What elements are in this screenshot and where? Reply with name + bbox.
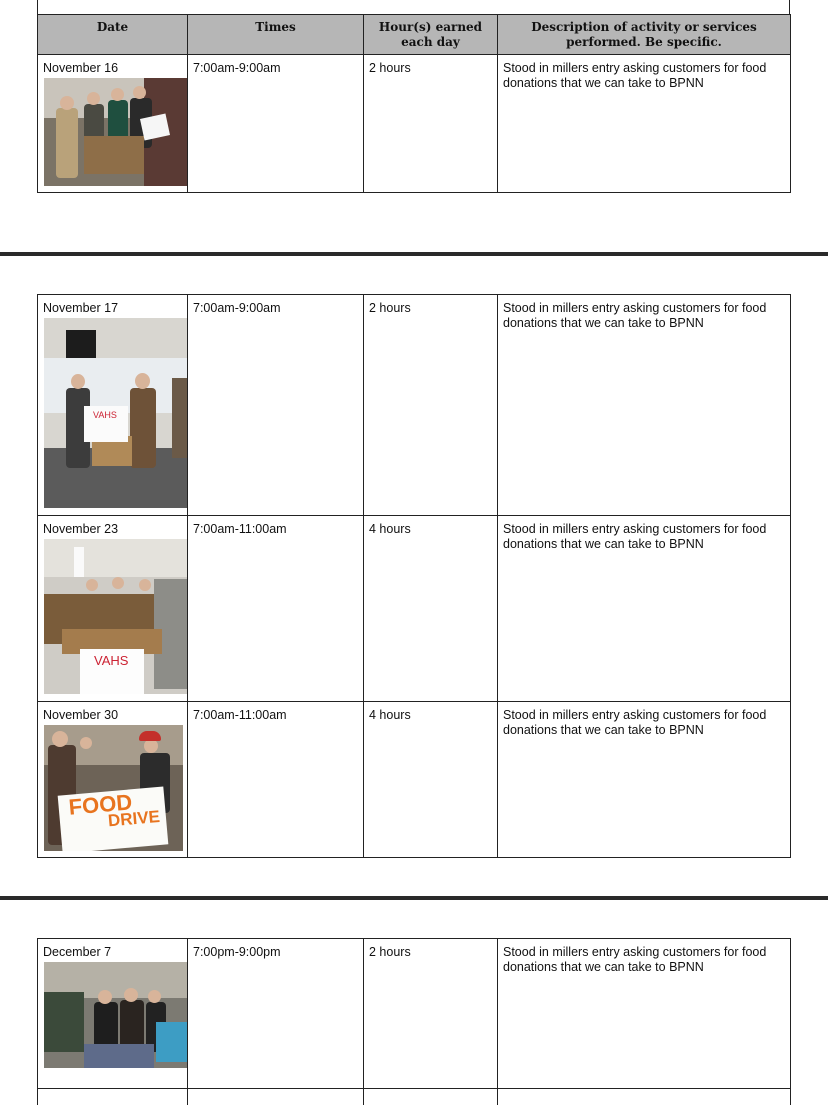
volunteer-log-table [37, 938, 791, 1105]
log-table-page-1 [37, 14, 790, 193]
times-cell: 7:00am-11:00am [188, 516, 364, 702]
description-cell: Stood in millers entry asking customers for food donations that we can take to BPNN [498, 939, 791, 1089]
date-cell [38, 516, 188, 702]
vahs-sign: VAHS [80, 649, 144, 694]
table-row [38, 295, 791, 516]
table-row [38, 55, 791, 193]
date-cell [38, 295, 188, 516]
food-drive-photo [44, 725, 183, 851]
header-date: Date [38, 15, 188, 55]
food-drive-photo [44, 539, 187, 694]
vahs-sign: VAHS [84, 406, 128, 442]
table-row [38, 939, 791, 1089]
date-text: November 23 [43, 522, 119, 536]
description-cell: Stood in millers entry asking customers for food donations that we can take to BPNN [498, 295, 791, 516]
date-cell [38, 55, 188, 193]
date-text: November 17 [43, 301, 119, 315]
header-hours: Hour(s) earned each day [364, 15, 498, 55]
hours-cell: 4 hours [364, 702, 498, 858]
header-times: Times [188, 15, 364, 55]
table-row-continuation [38, 1089, 791, 1105]
food-drive-photo [44, 962, 187, 1068]
hours-cell: 2 hours [364, 295, 498, 516]
times-cell: 7:00pm-9:00pm [188, 939, 364, 1089]
times-cell: 7:00am-9:00am [188, 295, 364, 516]
date-text: November 16 [43, 61, 119, 75]
date-cell [38, 702, 188, 858]
hours-cell: 2 hours [364, 939, 498, 1089]
table-row [38, 702, 791, 858]
log-table-page-3 [37, 938, 790, 1105]
times-cell: 7:00am-11:00am [188, 702, 364, 858]
description-cell: Stood in millers entry asking customers for food donations that we can take to BPNN [498, 516, 791, 702]
food-drive-sign: FOOD DRIVE [58, 786, 169, 851]
table-top-continuation [37, 0, 790, 14]
date-cell [38, 939, 188, 1089]
description-cell: Stood in millers entry asking customers for food donations that we can take to BPNN [498, 702, 791, 858]
date-text: December 7 [43, 945, 112, 959]
table-header-row [38, 15, 791, 55]
log-table-page-2 [37, 294, 790, 858]
header-description: Description of activity or services performed. Be specific. [498, 15, 791, 55]
volunteer-log-table [37, 294, 791, 858]
page-break-divider [0, 896, 828, 900]
food-drive-photo [44, 78, 187, 186]
date-text: November 30 [43, 708, 119, 722]
page-break-divider [0, 252, 828, 256]
description-cell: Stood in millers entry asking customers for food donations that we can take to BPNN [498, 55, 791, 193]
times-cell: 7:00am-9:00am [188, 55, 364, 193]
hours-cell: 2 hours [364, 55, 498, 193]
table-row [38, 516, 791, 702]
hours-cell: 4 hours [364, 516, 498, 702]
food-drive-photo [44, 318, 187, 508]
volunteer-log-table [37, 14, 791, 193]
